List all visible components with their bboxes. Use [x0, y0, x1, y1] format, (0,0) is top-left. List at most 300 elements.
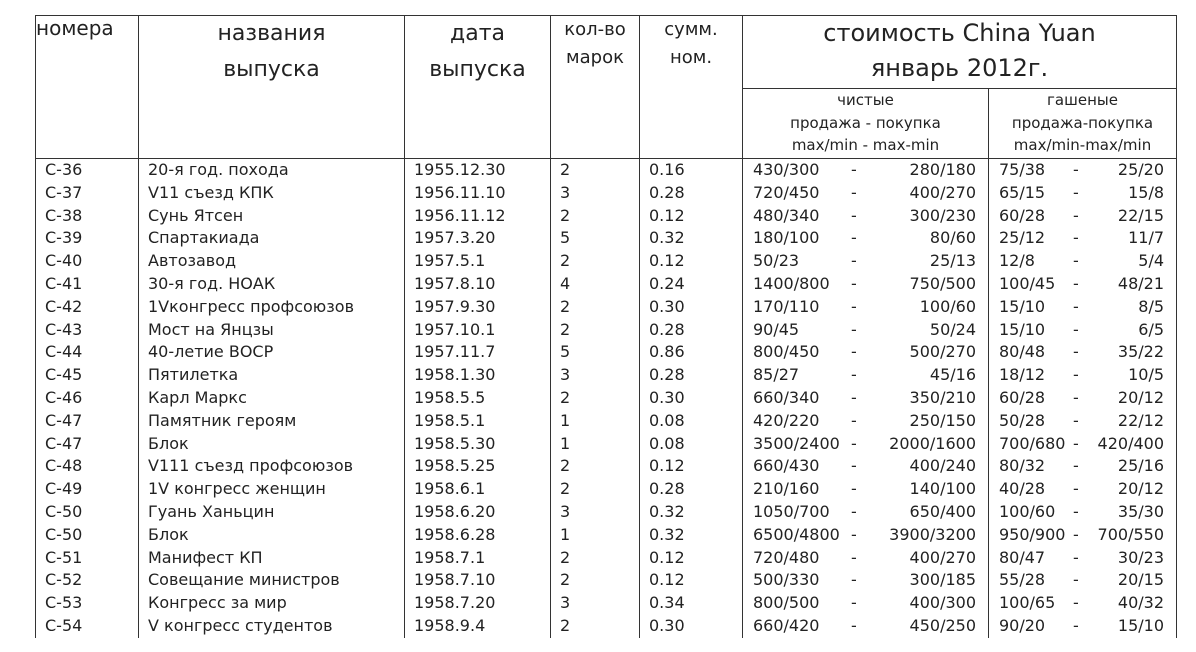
cell-clean-price-separator: - — [851, 342, 857, 362]
cell-date: 1957.11.7 — [405, 341, 551, 364]
cell-quantity: 1 — [551, 410, 640, 433]
cell-name: Спартакиада — [139, 227, 405, 250]
table-row — [36, 273, 1177, 296]
cell-clean-price-sell: 430/300 — [753, 160, 820, 179]
cell-clean-price — [743, 341, 989, 364]
cell-clean-price-separator: - — [851, 182, 857, 202]
cell-used-price-sell: 15/10 — [999, 296, 1046, 316]
cell-name: Блок — [139, 433, 405, 456]
cell-date: 1958.7.1 — [405, 547, 551, 570]
cell-clean-price-separator: - — [851, 387, 857, 407]
cell-sum: 0.08 — [640, 410, 743, 433]
cell-clean-price — [743, 410, 989, 433]
cell-clean-price-separator: - — [851, 410, 857, 430]
header-date-line2: выпуска — [429, 57, 526, 82]
cell-sum: 0.24 — [640, 273, 743, 296]
cell-used-price-separator: - — [1073, 501, 1079, 521]
cell-clean-price-separator: - — [851, 456, 857, 476]
cell-used-price-separator: - — [1073, 456, 1079, 476]
table-row — [36, 410, 1177, 433]
header-name — [139, 16, 405, 159]
cell-name: Автозавод — [139, 250, 405, 273]
cell-name: 40-летие ВОСР — [139, 341, 405, 364]
cell-clean-price-separator: - — [851, 570, 857, 590]
cell-clean-price-buy: 450/250 — [909, 615, 976, 635]
cell-clean-price — [743, 547, 989, 570]
cell-used-price-buy: 20/12 — [1117, 387, 1165, 407]
cell-number: C-44 — [36, 341, 139, 364]
cell-clean-price-sell: 50/23 — [753, 251, 800, 271]
cell-used-price-buy: 11/7 — [1128, 228, 1165, 248]
header-clean-line2: продажа - покупка — [790, 113, 941, 132]
cell-quantity: 3 — [551, 592, 640, 615]
cell-clean-price — [743, 615, 989, 638]
cell-clean-price-sell: 660/420 — [753, 615, 820, 635]
cell-clean-price-sell: 500/330 — [753, 570, 820, 590]
cell-sum: 0.16 — [640, 159, 743, 182]
cell-used-price-buy: 35/22 — [1117, 342, 1165, 362]
cell-clean-price-buy: 100/60 — [919, 296, 976, 316]
cell-clean-price-separator: - — [851, 593, 857, 613]
cell-clean-price — [743, 592, 989, 615]
cell-clean-price — [743, 455, 989, 478]
cell-date: 1958.5.30 — [405, 433, 551, 456]
table-row — [36, 455, 1177, 478]
cell-clean-price-sell: 180/100 — [753, 228, 820, 248]
cell-used-price-buy: 25/16 — [1117, 456, 1165, 476]
cell-clean-price-separator: - — [851, 251, 857, 271]
cell-used-price-separator: - — [1073, 365, 1079, 385]
cell-date: 1958.6.28 — [405, 524, 551, 547]
cell-used-price-sell: 700/680 — [999, 433, 1066, 453]
cell-clean-price-sell: 1400/800 — [753, 273, 830, 293]
cell-quantity: 2 — [551, 569, 640, 592]
header-cost-line1: стоимость China Yuan — [823, 19, 1096, 47]
cell-clean-price-separator: - — [851, 615, 857, 635]
cell-used-price-sell: 90/20 — [999, 615, 1046, 635]
cell-clean-price-buy: 350/210 — [909, 387, 976, 407]
cell-used-price-sell: 100/45 — [999, 273, 1056, 293]
table-row — [36, 547, 1177, 570]
cell-used-price — [989, 250, 1177, 273]
cell-name: Пятилетка — [139, 364, 405, 387]
cell-sum: 0.12 — [640, 250, 743, 273]
cell-date: 1958.5.1 — [405, 410, 551, 433]
cell-used-price-sell: 60/28 — [999, 205, 1046, 225]
cell-clean-price — [743, 387, 989, 410]
cell-used-price-buy: 15/8 — [1128, 182, 1165, 202]
cell-used-price-buy: 25/20 — [1117, 160, 1165, 179]
cell-sum: 0.28 — [640, 364, 743, 387]
cell-clean-price — [743, 433, 989, 456]
cell-quantity: 2 — [551, 159, 640, 182]
cell-clean-price-buy: 400/270 — [909, 547, 976, 567]
cell-clean-price-sell: 1050/700 — [753, 501, 830, 521]
header-quantity — [551, 16, 640, 159]
cell-quantity: 3 — [551, 182, 640, 205]
cell-sum: 0.28 — [640, 319, 743, 342]
cell-number: C-39 — [36, 227, 139, 250]
header-cost-line2: январь 2012г. — [870, 54, 1049, 82]
cell-used-price-separator: - — [1073, 273, 1079, 293]
cell-used-price-separator: - — [1073, 319, 1079, 339]
cell-clean-price-sell: 800/450 — [753, 342, 820, 362]
cell-clean-price-sell: 170/110 — [753, 296, 820, 316]
cell-name: 1Vконгресс профсоюзов — [139, 296, 405, 319]
cell-date: 1958.6.20 — [405, 501, 551, 524]
cell-quantity: 2 — [551, 615, 640, 638]
cell-clean-price — [743, 159, 989, 182]
cell-date: 1957.8.10 — [405, 273, 551, 296]
cell-used-price — [989, 182, 1177, 205]
cell-clean-price-sell: 420/220 — [753, 410, 820, 430]
header-number — [36, 16, 139, 159]
cell-used-price-separator: - — [1073, 228, 1079, 248]
cell-used-price-sell: 55/28 — [999, 570, 1046, 590]
cell-clean-price-buy: 300/230 — [909, 205, 976, 225]
cell-clean-price — [743, 273, 989, 296]
cell-clean-price-buy: 140/100 — [909, 479, 976, 499]
cell-used-price — [989, 319, 1177, 342]
cell-sum: 0.12 — [640, 547, 743, 570]
cell-number: C-37 — [36, 182, 139, 205]
header-used-line3: max/min-max/min — [1013, 136, 1152, 154]
cell-used-price-buy: 6/5 — [1138, 319, 1165, 339]
table-row — [36, 592, 1177, 615]
cell-quantity: 2 — [551, 455, 640, 478]
cell-used-price-separator: - — [1073, 410, 1079, 430]
header-used-line2: продажа-покупка — [1011, 113, 1154, 132]
cell-date: 1956.11.12 — [405, 205, 551, 228]
cell-clean-price-buy: 50/24 — [929, 319, 976, 339]
cell-clean-price — [743, 182, 989, 205]
cell-used-price — [989, 296, 1177, 319]
cell-clean-price — [743, 569, 989, 592]
cell-used-price-sell: 100/65 — [999, 593, 1056, 613]
cell-name: Совещание министров — [139, 569, 405, 592]
cell-clean-price-sell: 660/430 — [753, 456, 820, 476]
cell-clean-price — [743, 250, 989, 273]
cell-used-price-buy: 5/4 — [1138, 251, 1165, 271]
cell-used-price-sell: 15/10 — [999, 319, 1046, 339]
header-used-line1: гашеные — [1047, 91, 1118, 109]
cell-used-price — [989, 615, 1177, 638]
table-row — [36, 524, 1177, 547]
cell-sum: 0.12 — [640, 455, 743, 478]
cell-clean-price-separator: - — [851, 205, 857, 225]
cell-name: V конгресс студентов — [139, 615, 405, 638]
table-row — [36, 296, 1177, 319]
cell-clean-price-separator: - — [851, 160, 857, 179]
header-sum-line2: ном. — [669, 47, 713, 68]
cell-used-price-buy: 20/15 — [1117, 570, 1165, 590]
header-cost — [743, 16, 1177, 89]
cell-used-price-separator: - — [1073, 251, 1079, 271]
table-row — [36, 364, 1177, 387]
cell-used-price-buy: 35/30 — [1117, 501, 1165, 521]
cell-number: C-41 — [36, 273, 139, 296]
cell-clean-price-buy: 400/270 — [909, 182, 976, 202]
cell-number: C-51 — [36, 547, 139, 570]
cell-clean-price-sell: 6500/4800 — [753, 524, 840, 544]
cell-number: C-40 — [36, 250, 139, 273]
cell-date: 1958.5.5 — [405, 387, 551, 410]
cell-clean-price-buy: 300/185 — [909, 570, 976, 590]
cell-clean-price-sell: 3500/2400 — [753, 433, 840, 453]
cell-clean-price — [743, 227, 989, 250]
cell-used-price-sell: 80/32 — [999, 456, 1046, 476]
cell-used-price-sell: 80/47 — [999, 547, 1046, 567]
cell-sum: 0.08 — [640, 433, 743, 456]
cell-sum: 0.28 — [640, 182, 743, 205]
cell-name: Конгресс за мир — [139, 592, 405, 615]
cell-used-price — [989, 478, 1177, 501]
cell-used-price-buy: 20/12 — [1117, 479, 1165, 499]
cell-quantity: 2 — [551, 478, 640, 501]
cell-used-price-buy: 10/5 — [1128, 365, 1165, 385]
cell-date: 1958.6.1 — [405, 478, 551, 501]
cell-used-price — [989, 501, 1177, 524]
cell-clean-price-buy: 45/16 — [929, 365, 976, 385]
header-date-line1: дата — [450, 21, 505, 46]
cell-number: C-50 — [36, 501, 139, 524]
cell-quantity: 3 — [551, 501, 640, 524]
cell-quantity: 2 — [551, 250, 640, 273]
cell-name: Сунь Ятсен — [139, 205, 405, 228]
cell-date: 1957.10.1 — [405, 319, 551, 342]
cell-name: Памятник героям — [139, 410, 405, 433]
cell-quantity: 2 — [551, 319, 640, 342]
cell-used-price-buy: 30/23 — [1117, 547, 1165, 567]
cell-used-price-buy: 420/400 — [1097, 433, 1165, 453]
cell-name: Карл Маркс — [139, 387, 405, 410]
cell-date: 1958.7.20 — [405, 592, 551, 615]
cell-sum: 0.30 — [640, 296, 743, 319]
cell-date: 1958.1.30 — [405, 364, 551, 387]
cell-sum: 0.28 — [640, 478, 743, 501]
cell-clean-price-separator: - — [851, 547, 857, 567]
cell-number: C-45 — [36, 364, 139, 387]
cell-clean-price-sell: 90/45 — [753, 319, 800, 339]
header-quantity-line1: кол-во — [564, 19, 626, 40]
cell-date: 1957.5.1 — [405, 250, 551, 273]
table-row — [36, 205, 1177, 228]
header-sum — [640, 16, 743, 159]
cell-quantity: 1 — [551, 524, 640, 547]
table-row — [36, 387, 1177, 410]
cell-sum: 0.32 — [640, 501, 743, 524]
cell-number: C-42 — [36, 296, 139, 319]
cell-clean-price-separator: - — [851, 365, 857, 385]
cell-used-price-sell: 75/38 — [999, 160, 1046, 179]
cell-sum: 0.30 — [640, 615, 743, 638]
cell-quantity: 5 — [551, 227, 640, 250]
header-number-label: номера — [36, 16, 114, 40]
cell-used-price-separator: - — [1073, 160, 1079, 179]
cell-clean-price-buy: 400/300 — [909, 593, 976, 613]
cell-used-price — [989, 273, 1177, 296]
cell-clean-price-sell: 85/27 — [753, 365, 800, 385]
cell-used-price-sell: 950/900 — [999, 524, 1066, 544]
cell-clean-price-buy: 750/500 — [909, 273, 976, 293]
cell-clean-price-separator: - — [851, 273, 857, 293]
table-row — [36, 159, 1177, 182]
cell-quantity: 2 — [551, 296, 640, 319]
table-row — [36, 615, 1177, 638]
header-clean-line1: чистые — [837, 91, 894, 109]
cell-quantity: 2 — [551, 547, 640, 570]
cell-used-price — [989, 569, 1177, 592]
cell-clean-price-separator: - — [851, 319, 857, 339]
cell-number: C-46 — [36, 387, 139, 410]
table-row — [36, 478, 1177, 501]
cell-clean-price-separator: - — [851, 479, 857, 499]
cell-used-price-buy: 48/21 — [1117, 273, 1165, 293]
cell-sum: 0.32 — [640, 227, 743, 250]
cell-clean-price-buy: 3900/3200 — [889, 524, 976, 544]
cell-clean-price-separator: - — [851, 296, 857, 316]
cell-used-price — [989, 547, 1177, 570]
cell-name: 20-я год. похода — [139, 159, 405, 182]
table-row — [36, 227, 1177, 250]
cell-used-price-separator: - — [1073, 479, 1079, 499]
cell-used-price-separator: - — [1073, 547, 1079, 567]
cell-date: 1958.9.4 — [405, 615, 551, 638]
cell-number: C-43 — [36, 319, 139, 342]
cell-clean-price-buy: 80/60 — [929, 228, 976, 248]
cell-clean-price-sell: 660/340 — [753, 387, 820, 407]
cell-clean-price-buy: 25/13 — [929, 251, 976, 271]
cell-used-price-buy: 40/32 — [1117, 593, 1165, 613]
cell-number: C-52 — [36, 569, 139, 592]
cell-clean-price-sell: 720/450 — [753, 182, 820, 202]
cell-name: Мост на Янцзы — [139, 319, 405, 342]
cell-clean-price-buy: 500/270 — [909, 342, 976, 362]
cell-used-price-sell: 25/12 — [999, 228, 1046, 248]
cell-used-price-buy: 8/5 — [1138, 296, 1165, 316]
header-date — [405, 16, 551, 159]
cell-used-price — [989, 364, 1177, 387]
cell-name: Блок — [139, 524, 405, 547]
cell-used-price — [989, 455, 1177, 478]
cell-clean-price — [743, 205, 989, 228]
cell-clean-price — [743, 296, 989, 319]
cell-number: C-47 — [36, 410, 139, 433]
cell-clean-price — [743, 501, 989, 524]
cell-used-price — [989, 227, 1177, 250]
cell-used-price-buy: 22/12 — [1117, 410, 1165, 430]
cell-quantity: 1 — [551, 433, 640, 456]
cell-used-price-sell: 50/28 — [999, 410, 1046, 430]
cell-used-price-sell: 18/12 — [999, 365, 1046, 385]
cell-clean-price — [743, 319, 989, 342]
header-name-line2: выпуска — [223, 57, 320, 82]
header-quantity-line2: марок — [566, 47, 624, 68]
header-name-line1: названия — [217, 21, 326, 46]
cell-used-price-separator: - — [1073, 387, 1079, 407]
table-row — [36, 319, 1177, 342]
cell-used-price-sell: 60/28 — [999, 387, 1046, 407]
cell-clean-price-sell: 210/160 — [753, 479, 820, 499]
cell-sum: 0.12 — [640, 205, 743, 228]
cell-used-price-separator: - — [1073, 593, 1079, 613]
cell-clean-price — [743, 364, 989, 387]
cell-used-price-separator: - — [1073, 342, 1079, 362]
cell-clean-price-separator: - — [851, 228, 857, 248]
cell-name: V111 съезд профсоюзов — [139, 455, 405, 478]
cell-number: C-47 — [36, 433, 139, 456]
table-row — [36, 250, 1177, 273]
cell-quantity: 2 — [551, 387, 640, 410]
table-row — [36, 569, 1177, 592]
cell-used-price — [989, 592, 1177, 615]
cell-date: 1957.3.20 — [405, 227, 551, 250]
cell-clean-price-buy: 650/400 — [909, 501, 976, 521]
cell-quantity: 2 — [551, 205, 640, 228]
cell-number: C-38 — [36, 205, 139, 228]
cell-date: 1958.5.25 — [405, 455, 551, 478]
cell-used-price-separator: - — [1073, 433, 1079, 453]
cell-used-price — [989, 205, 1177, 228]
cell-used-price-buy: 22/15 — [1117, 205, 1165, 225]
cell-clean-price-buy: 2000/1600 — [889, 433, 976, 453]
header-used — [989, 89, 1177, 159]
cell-used-price — [989, 410, 1177, 433]
cell-clean-price-separator: - — [851, 433, 857, 453]
table-row — [36, 433, 1177, 456]
cell-used-price — [989, 341, 1177, 364]
cell-sum: 0.34 — [640, 592, 743, 615]
cell-clean-price-buy: 400/240 — [909, 456, 976, 476]
cell-clean-price-sell: 480/340 — [753, 205, 820, 225]
table-row — [36, 341, 1177, 364]
header-sum-line1: сумм. — [664, 19, 718, 40]
cell-used-price — [989, 387, 1177, 410]
cell-clean-price-separator: - — [851, 501, 857, 521]
table-body — [36, 159, 1177, 638]
cell-used-price-separator: - — [1073, 182, 1079, 202]
cell-used-price-sell: 40/28 — [999, 479, 1046, 499]
cell-date: 1956.11.10 — [405, 182, 551, 205]
cell-sum: 0.12 — [640, 569, 743, 592]
cell-used-price — [989, 433, 1177, 456]
cell-used-price-sell: 65/15 — [999, 182, 1046, 202]
cell-number: C-54 — [36, 615, 139, 638]
cell-number: C-50 — [36, 524, 139, 547]
cell-used-price-separator: - — [1073, 524, 1079, 544]
cell-quantity: 4 — [551, 273, 640, 296]
cell-clean-price — [743, 524, 989, 547]
cell-name: Манифест КП — [139, 547, 405, 570]
cell-used-price — [989, 159, 1177, 182]
cell-used-price-separator: - — [1073, 296, 1079, 316]
cell-date: 1957.9.30 — [405, 296, 551, 319]
cell-used-price-separator: - — [1073, 570, 1079, 590]
cell-name: V11 съезд КПК — [139, 182, 405, 205]
cell-used-price-separator: - — [1073, 615, 1079, 635]
cell-number: C-36 — [36, 159, 139, 182]
cell-used-price-separator: - — [1073, 205, 1079, 225]
cell-used-price-buy: 15/10 — [1117, 615, 1165, 635]
stamp-price-table — [35, 15, 1177, 638]
cell-quantity: 3 — [551, 364, 640, 387]
cell-clean-price-separator: - — [851, 524, 857, 544]
cell-used-price-buy: 700/550 — [1097, 524, 1165, 544]
cell-name: 1V конгресс женщин — [139, 478, 405, 501]
header-clean — [743, 89, 989, 159]
cell-date: 1955.12.30 — [405, 159, 551, 182]
cell-name: Гуань Ханьцин — [139, 501, 405, 524]
